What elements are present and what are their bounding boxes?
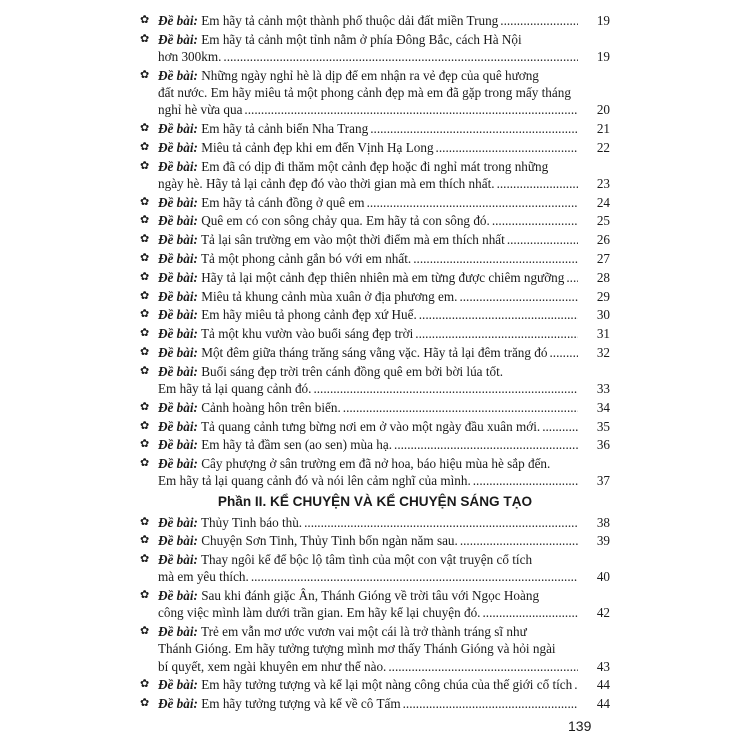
toc-entry — [140, 676, 610, 693]
entry-text: Cây phượng ở sân trường em đã nở hoa, báo hiệu mùa hè sắp đến. — [201, 456, 551, 472]
entry-text: mà em yêu thích. — [158, 569, 249, 585]
toc-entry — [140, 288, 610, 305]
entry-text: Em hãy tả cánh đồng ở quê em — [201, 194, 365, 210]
toc-entry — [140, 551, 610, 585]
entry-text: hơn 300km. — [158, 49, 222, 64]
leader-dots — [244, 101, 578, 118]
flower-bullet-icon: ✿ — [140, 438, 150, 451]
entry-label: Đề bài: — [158, 552, 198, 568]
entry-page-number: 44 — [596, 677, 610, 693]
entry-text: ngày hè. Hãy tả lại cảnh đẹp đó vào thời gian mà em thích nhất. — [158, 175, 495, 191]
entry-page-number: 38 — [596, 514, 610, 530]
entry-label: Đề bài: — [158, 194, 198, 210]
entry-label: Đề bài: — [158, 588, 198, 604]
leader-dots — [343, 399, 578, 416]
toc-entry — [140, 194, 610, 211]
toc-entry — [140, 436, 610, 453]
flower-bullet-icon: ✿ — [140, 289, 150, 302]
entry-label: Đề bài: — [158, 213, 198, 229]
leader-dots — [460, 532, 578, 549]
section-title: Phần II. KỂ CHUYỆN VÀ KỂ CHUYỆN SÁNG TẠO — [217, 493, 533, 509]
entry-label: Đề bài: — [158, 307, 198, 323]
leader-dots — [394, 436, 578, 453]
entry-label: Đề bài: — [158, 232, 198, 248]
entry-text: Em hãy tả cảnh biển Nha Trang — [201, 121, 369, 136]
leader-dots — [367, 194, 578, 211]
entry-label: Đề bài: — [158, 533, 198, 549]
toc-entry — [140, 158, 610, 192]
entry-page-number: 33 — [596, 380, 610, 396]
toc-entry — [140, 250, 610, 267]
entry-text: Tả một phong cảnh gắn bó với em nhất. — [200, 250, 412, 266]
entry-label: Đề bài: — [158, 326, 198, 342]
leader-dots — [497, 175, 578, 192]
toc-entry — [140, 363, 610, 397]
entry-text: nghỉ hè vừa qua — [158, 102, 243, 118]
leader-dots — [492, 212, 578, 229]
entry-label: Đề bài: — [158, 31, 198, 47]
flower-bullet-icon: ✿ — [140, 14, 150, 26]
leader-dots — [419, 306, 578, 323]
entry-text: Em hãy tả đầm sen (ao sen) mùa hạ. — [201, 437, 393, 453]
leader-dots — [413, 250, 578, 267]
toc-entry — [140, 418, 610, 435]
flower-bullet-icon: ✿ — [140, 140, 150, 153]
toc-entry — [140, 231, 610, 248]
flower-bullet-icon: ✿ — [140, 515, 150, 528]
entry-page-number: 22 — [596, 139, 610, 155]
entry-label: Đề bài: — [158, 158, 198, 174]
entry-text: Tả quang cảnh tưng bừng nơi em ở vào một ngày đầu xuân mới. — [200, 418, 541, 434]
leader-dots — [549, 344, 578, 361]
entry-text: Em đã có dịp đi thăm một cảnh đẹp hoặc đi nghỉ mát trong những — [201, 158, 549, 174]
flower-bullet-icon: ✿ — [140, 678, 150, 691]
entry-text: Tả một khu vườn vào buổi sáng đẹp trời — [200, 326, 414, 342]
flower-bullet-icon: ✿ — [140, 251, 150, 264]
entry-label: Đề bài: — [158, 399, 198, 415]
entry-page-number: 30 — [596, 307, 610, 323]
entry-text: Chuyện Sơn Tinh, Thủy Tinh bốn ngàn năm sau. — [201, 533, 458, 549]
toc-entry — [140, 344, 610, 361]
entry-page-number: 24 — [596, 194, 610, 210]
toc-entry — [140, 120, 610, 137]
leader-dots — [482, 604, 578, 621]
toc-entry — [140, 67, 610, 119]
entry-page-number: 21 — [596, 121, 610, 136]
entry-text: Thay ngôi kể để bộc lộ tâm tình của một con vật truyện cổ tích — [200, 552, 533, 568]
entry-page-number: 37 — [596, 473, 610, 489]
leader-dots — [223, 48, 578, 65]
entry-text: công việc mình làm dưới trần gian. Em hãy kể lại chuyện đó. — [158, 605, 481, 621]
toc-entry — [140, 269, 610, 286]
entry-text: Em hãy tả cảnh một thành phố thuộc dải đất miền Trung — [201, 13, 499, 28]
entry-page-number: 40 — [596, 569, 610, 585]
flower-bullet-icon: ✿ — [140, 553, 150, 566]
entry-text: bí quyết, xem ngài khuyên em như thế nào. — [158, 658, 387, 674]
leader-dots — [251, 568, 578, 585]
flower-bullet-icon: ✿ — [140, 327, 150, 340]
entry-page-number: 28 — [596, 269, 610, 285]
toc-entry — [140, 532, 610, 549]
entry-label: Đề bài: — [158, 121, 198, 136]
flower-bullet-icon: ✿ — [140, 400, 150, 413]
flower-bullet-icon: ✿ — [140, 457, 150, 470]
entry-text: đất nước. Em hãy miêu tả một phong cảnh đẹp mà em đã gặp trong mấy tháng — [158, 85, 571, 100]
entry-label: Đề bài: — [158, 13, 198, 28]
flower-bullet-icon: ✿ — [140, 270, 150, 283]
entry-text: Em hãy tưởng tượng và kể lại một nàng công chúa của thế giới cổ tích — [201, 677, 573, 693]
entry-label: Đề bài: — [158, 456, 198, 472]
entry-text: Hãy tả lại một cảnh đẹp thiên nhiên mà em từng được chiêm ngưỡng — [201, 269, 565, 285]
flower-bullet-icon: ✿ — [140, 589, 150, 602]
entry-label: Đề bài: — [158, 437, 198, 453]
toc-part-2 — [140, 514, 610, 713]
leader-dots — [473, 472, 578, 489]
toc-entry — [140, 623, 610, 675]
entry-text: Miêu tả khung cảnh mùa xuân ở địa phương em. — [201, 288, 458, 304]
leader-dots — [566, 269, 578, 286]
entry-label: Đề bài: — [158, 624, 198, 640]
entry-text: Thủy Tinh báo thù. — [200, 514, 303, 530]
entry-page-number: 39 — [596, 533, 610, 549]
entry-text: Em hãy tả lại quang cảnh đó. — [158, 380, 312, 396]
flower-bullet-icon: ✿ — [140, 233, 150, 246]
entry-label: Đề bài: — [158, 418, 198, 434]
flower-bullet-icon: ✿ — [140, 364, 150, 377]
entry-text: Thánh Gióng. Em hãy tưởng tượng mình mơ thấy Thánh Gióng và hỏi ngài — [158, 641, 556, 657]
leader-dots — [436, 139, 578, 156]
entry-text: Trẻ em vẫn mơ ước vươn vai một cái là trở thành tráng sĩ như — [200, 624, 527, 640]
flower-bullet-icon: ✿ — [140, 195, 150, 208]
entry-text: Buổi sáng đẹp trời trên cánh đồng quê em bởi bời lúa tốt. — [201, 363, 504, 379]
entry-page-number: 27 — [596, 250, 610, 266]
entry-text: Em hãy tả cảnh một tỉnh nằm ở phía Đông Bắc, cách Hà Nội — [201, 31, 522, 47]
entry-text: Một đêm giữa tháng trăng sáng vằng vặc. Hãy tả lại đêm trăng đó — [201, 344, 548, 360]
toc-entry — [140, 587, 610, 621]
entry-page-number: 31 — [596, 326, 610, 342]
flower-bullet-icon: ✿ — [140, 122, 150, 134]
entry-text: Miêu tả cảnh đẹp khi em đến Vịnh Hạ Long — [201, 139, 434, 155]
table-of-contents — [140, 12, 610, 714]
flower-bullet-icon: ✿ — [140, 32, 150, 45]
flower-bullet-icon: ✿ — [140, 419, 150, 432]
entry-page-number: 25 — [596, 213, 610, 229]
leader-dots — [415, 325, 578, 342]
leader-dots — [313, 380, 578, 397]
entry-page-number: 19 — [596, 49, 610, 64]
flower-bullet-icon: ✿ — [140, 308, 150, 321]
leader-dots — [304, 514, 578, 531]
flower-bullet-icon: ✿ — [140, 625, 150, 638]
toc-entry — [140, 399, 610, 416]
leader-dots — [574, 676, 578, 693]
flower-bullet-icon: ✿ — [140, 697, 150, 710]
entry-label: Đề bài: — [158, 363, 198, 379]
flower-bullet-icon: ✿ — [140, 534, 150, 547]
flower-bullet-icon: ✿ — [140, 214, 150, 227]
flower-bullet-icon: ✿ — [140, 159, 150, 172]
entry-page-number: 35 — [596, 418, 610, 434]
entry-page-number: 20 — [596, 102, 610, 118]
entry-page-number: 34 — [596, 399, 610, 415]
entry-page-number: 26 — [596, 232, 610, 248]
entry-page-number: 29 — [596, 288, 610, 304]
entry-label: Đề bài: — [158, 514, 198, 530]
entry-label: Đề bài: — [158, 677, 198, 693]
page-number: 139 — [568, 718, 592, 734]
toc-entry — [140, 139, 610, 156]
leader-dots — [459, 288, 578, 305]
toc-entry — [140, 31, 610, 65]
entry-page-number: 23 — [596, 175, 610, 191]
entry-page-number: 44 — [596, 696, 610, 712]
toc-part-1 — [140, 12, 610, 490]
toc-entry — [140, 12, 610, 29]
toc-entry — [140, 514, 610, 531]
entry-text: Em hãy miêu tả phong cảnh đẹp xứ Huế. — [201, 307, 417, 323]
leader-dots — [370, 120, 578, 137]
entry-text: Em hãy tả lại quang cảnh đó và nói lên cảm nghĩ của mình. — [158, 473, 471, 489]
leader-dots — [507, 231, 578, 248]
flower-bullet-icon: ✿ — [140, 68, 150, 81]
entry-text: Những ngày nghỉ hè là dịp để em nhận ra vẻ đẹp của quê hương — [201, 67, 539, 83]
entry-text: Cảnh hoàng hôn trên biển. — [201, 399, 341, 415]
entry-label: Đề bài: — [158, 67, 198, 83]
entry-page-number: 42 — [596, 605, 610, 621]
entry-page-number: 32 — [596, 344, 610, 360]
entry-text: Tả lại sân trường em vào một thời điểm mà em thích nhất — [200, 232, 505, 248]
toc-entry — [140, 212, 610, 229]
flower-bullet-icon: ✿ — [140, 345, 150, 358]
entry-label: Đề bài: — [158, 344, 198, 360]
entry-page-number: 36 — [596, 437, 610, 453]
toc-entry — [140, 455, 610, 489]
toc-entry — [140, 306, 610, 323]
leader-dots — [403, 695, 578, 712]
entry-label: Đề bài: — [158, 696, 198, 712]
entry-label: Đề bài: — [158, 288, 198, 304]
entry-page-number: 19 — [596, 13, 610, 28]
toc-entry — [140, 325, 610, 342]
leader-dots — [388, 658, 578, 675]
entry-text: Quê em có con sông chảy qua. Em hãy tả con sông đó. — [201, 213, 490, 229]
leader-dots — [542, 418, 578, 435]
leader-dots — [500, 12, 578, 29]
entry-label: Đề bài: — [158, 139, 198, 155]
toc-entry — [140, 695, 610, 712]
entry-text: Em hãy tưởng tượng và kể về cô Tấm — [201, 696, 401, 712]
entry-text: Sau khi đánh giặc Ân, Thánh Gióng về trời tâu với Ngọc Hoàng — [201, 588, 540, 604]
entry-label: Đề bài: — [158, 269, 198, 285]
entry-label: Đề bài: — [158, 250, 198, 266]
entry-page-number: 43 — [596, 658, 610, 674]
